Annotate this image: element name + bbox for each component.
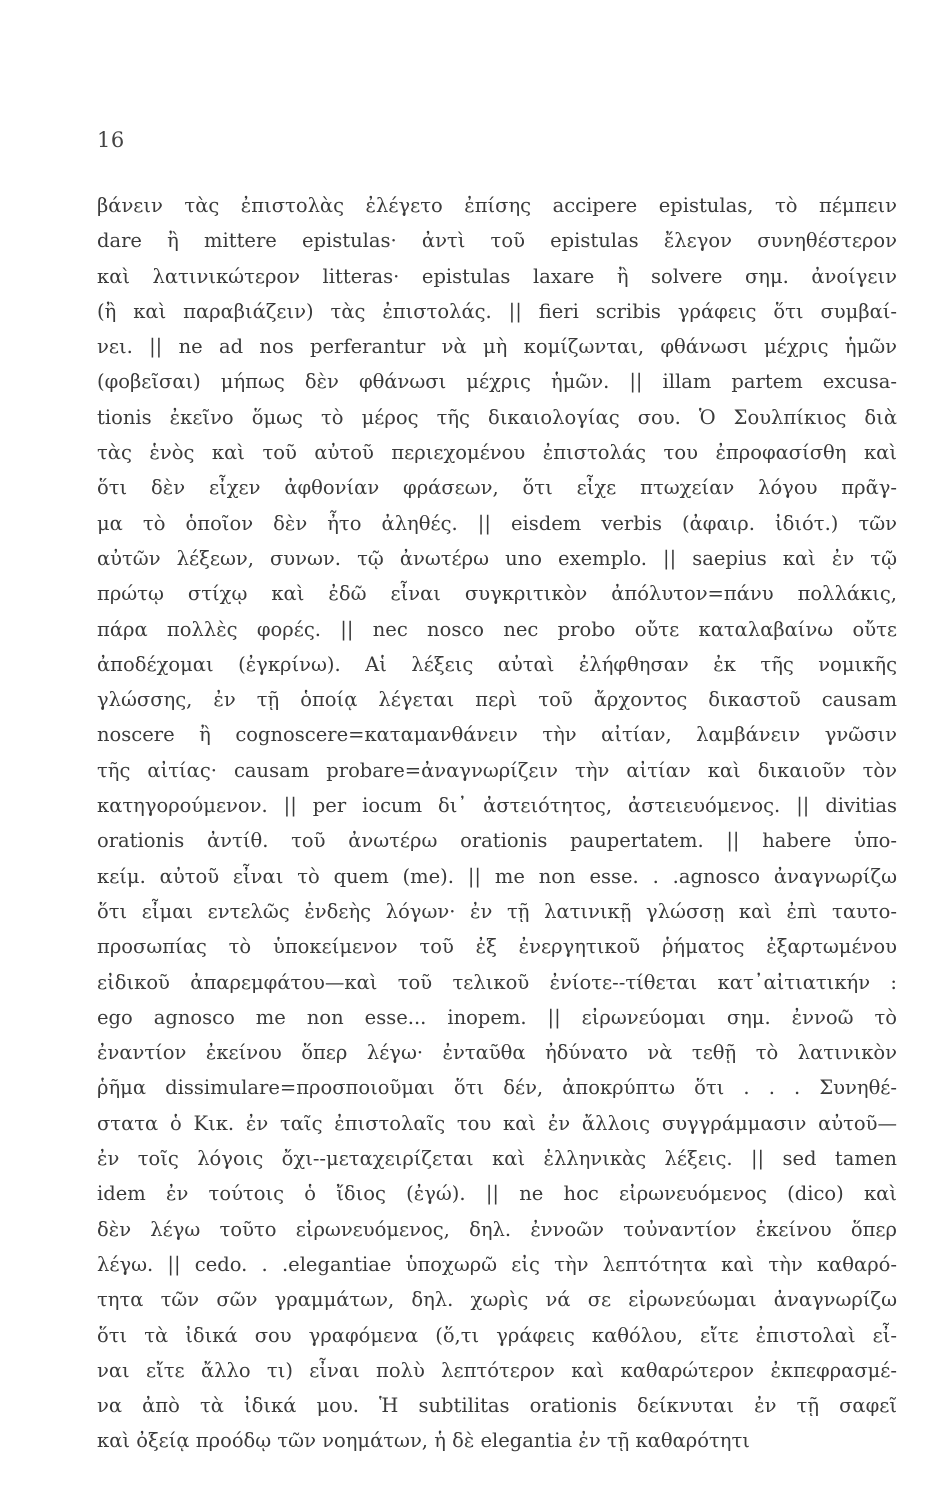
text-line: ὅτι εἶμαι εντελῶς ἐνδεὴς λόγων· ἐν τῇ λατινικῇ γλώσσῃ καὶ ἐπὶ ταυτο- xyxy=(97,899,897,923)
text-line: καὶ ὀξείᾳ προόδῳ τῶν νοημάτων, ἡ δὲ elegantia ἐν τῇ καθαρότητι xyxy=(97,1429,750,1453)
text-line: καὶ λατινικώτερον litteras· epistulas laxare ἢ solvere σημ. ἀνοίγειν xyxy=(97,264,897,288)
text-line: στατα ὁ Κικ. ἐν ταῖς ἐπιστολαῖς του καὶ ἐν ἄλλοις συγγράμμασιν αὐτοῦ— xyxy=(97,1111,897,1135)
text-line: μα τὸ ὁποῖον δὲν ἦτο ἀληθές. || eisdem verbis (ἀφαιρ. ἰδιότ.) τῶν xyxy=(97,511,897,535)
text-line: ναι εἴτε ἄλλο τι) εἶναι πολὺ λεπτότερον καὶ καθαρώτερον ἐκπεφρασμέ- xyxy=(97,1358,897,1382)
text-line: βάνειν τὰς ἐπιστολὰς ἐλέγετο ἐπίσης accipere epistulas, τὸ πέμπειν xyxy=(97,194,897,217)
text-line: noscere ἢ cognoscere=καταμανθάνειν τὴν αἰτίαν, λαμβάνειν γνῶσιν xyxy=(97,723,897,747)
text-line: ῥῆμα dissimulare=προσποιοῦμαι ὅτι δέν, ἀποκρύπτω ὅτι . . . Συνηθέ- xyxy=(97,1076,897,1100)
text-line: τὰς ἑνὸς καὶ τοῦ αὐτοῦ περιεχομένου ἐπιστολάς του ἐπροφασίσθη καὶ xyxy=(97,441,897,465)
text-line: orationis ἀντίθ. τοῦ ἀνωτέρω orationis paupertatem. || habere ὑπο- xyxy=(97,829,897,853)
text-line: λέγω. || cedo. . .elegantiae ὑποχωρῶ εἰς τὴν λεπτότητα καὶ τὴν καθαρό- xyxy=(97,1252,897,1276)
text-line: ἐν τοῖς λόγοις ὄχι--μεταχειρίζεται καὶ ἑλληνικὰς λέξεις. || sed tamen xyxy=(97,1147,897,1171)
text-line: αὐτῶν λέξεων, συνων. τῷ ἀνωτέρω uno exemplo. || saepius καὶ ἐν τῷ xyxy=(97,546,897,570)
text-line: προσωπίας τὸ ὑποκείμενον τοῦ ἐξ ἐνεργητικοῦ ῥήματος ἐξαρτωμένου xyxy=(97,935,897,959)
text-line: εἰδικοῦ ἀπαρεμφάτου—καὶ τοῦ τελικοῦ ἐνίοτε--τίθεται κατ᾽αἰτιατικήν : xyxy=(97,970,897,994)
text-line: dare ἢ mittere epistulas· ἀντὶ τοῦ epistulas ἔλεγον συνηθέστερον xyxy=(97,229,897,253)
text-line: τῆς αἰτίας· causam probare=ἀναγνωρίζειν τὴν αἰτίαν καὶ δικαιοῦν τὸν xyxy=(97,758,897,782)
text-line: πάρα πολλὲς φορές. || nec nosco nec probo οὔτε καταλαβαίνω οὔτε xyxy=(97,617,897,641)
text-line: ἀποδέχομαι (ἐγκρίνω). Αἱ λέξεις αὐταὶ ἐλήφθησαν ἐκ τῆς νομικῆς xyxy=(97,652,897,676)
text-line: (ἢ καὶ παραβιάζειν) τὰς ἐπιστολάς. || fieri scribis γράφεις ὅτι συμβαί- xyxy=(97,299,897,323)
text-line: ego agnosco me non esse... inopem. || εἰρωνεύομαι σημ. ἐννοῶ τὸ xyxy=(97,1005,897,1029)
text-line: δὲν λέγω τοῦτο εἰρωνευόμενος, δηλ. ἐννοῶν τοὐναντίον ἐκείνου ὅπερ xyxy=(97,1217,897,1241)
text-line: νει. || ne ad nos perferantur νὰ μὴ κομίζωνται, φθάνωσι μέχρις ἡμῶν xyxy=(97,335,897,359)
text-line: (φοβεῖσαι) μήπως δὲν φθάνωσι μέχρις ἡμῶν. || illam partem excusa- xyxy=(97,370,897,394)
text-line: κατηγορούμενον. || per iocum δι᾽ ἀστειότητος, ἀστειευόμενος. || divitias xyxy=(97,794,897,818)
text-line: ὅτι δὲν εἶχεν ἀφθονίαν φράσεων, ὅτι εἶχε πτωχείαν λόγου πρᾶγ- xyxy=(97,476,897,500)
text-line: idem ἐν τούτοις ὁ ἴδιος (ἐγώ). || ne hoc εἰρωνευόμενος (dico) καὶ xyxy=(97,1182,897,1206)
page-number: 16 xyxy=(97,128,125,152)
text-line: ἐναντίον ἐκείνου ὅπερ λέγω· ἐνταῦθα ἠδύνατο νὰ τεθῇ τὸ λατινικὸν xyxy=(97,1041,897,1065)
body-text xyxy=(97,188,897,1459)
text-line: tionis ἐκεῖνο ὅμως τὸ μέρος τῆς δικαιολογίας σου. Ὁ Σουλπίκιος διὰ xyxy=(97,405,897,429)
text-line: κείμ. αὐτοῦ εἶναι τὸ quem (me). || me non esse. . .agnosco ἀναγνωρίζω xyxy=(97,864,897,888)
text-line: να ἀπὸ τὰ ἰδικά μου. Ἡ subtilitas orationis δείκνυται ἐν τῇ σαφεῖ xyxy=(97,1394,897,1418)
text-line: γλώσσης, ἐν τῇ ὁποίᾳ λέγεται περὶ τοῦ ἄρχοντος δικαστοῦ causam xyxy=(97,688,897,712)
text-line: τητα τῶν σῶν γραμμάτων, δηλ. χωρὶς νά σε εἰρωνεύωμαι ἀναγνωρίζω xyxy=(97,1288,897,1312)
text-line: πρώτῳ στίχῳ καὶ ἐδῶ εἶναι συγκριτικὸν ἀπόλυτον=πάνυ πολλάκις, xyxy=(97,582,897,606)
text-line: ὅτι τὰ ἰδικά σου γραφόμενα (ὅ,τι γράφεις καθόλου, εἴτε ἐπιστολαὶ εἶ- xyxy=(97,1323,897,1347)
